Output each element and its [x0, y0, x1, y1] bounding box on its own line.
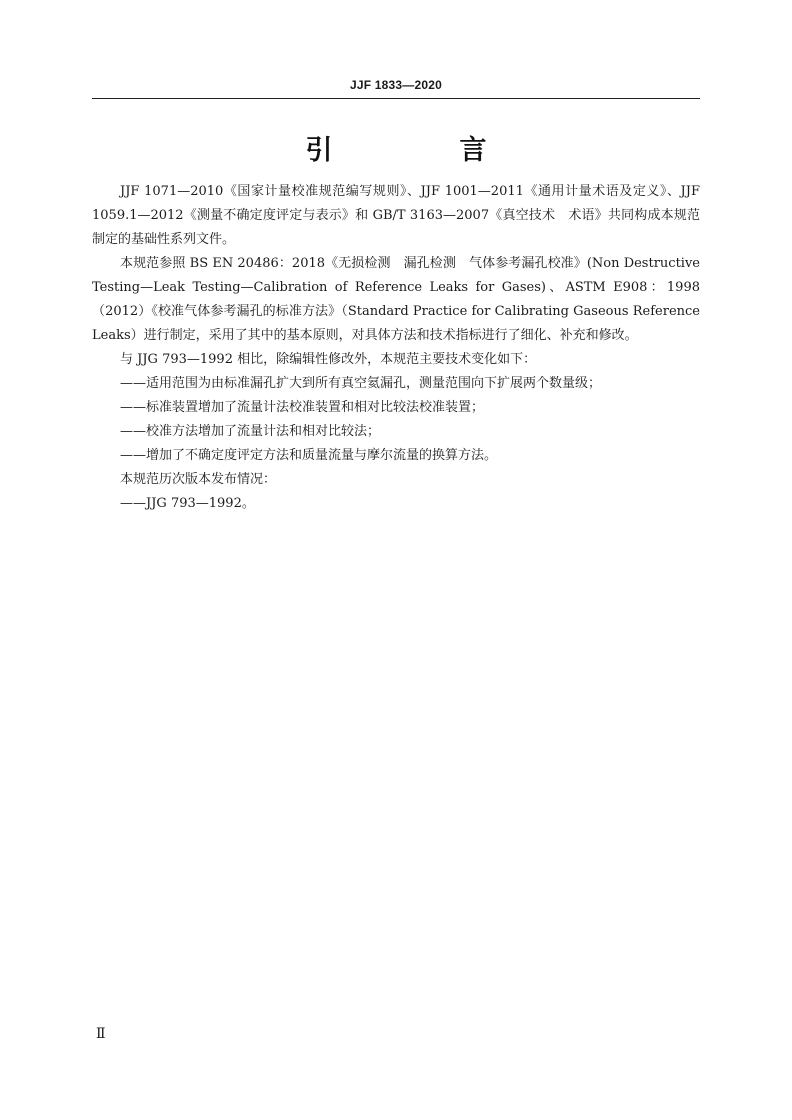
change-item-standard-device: ——标准装置增加了流量计法校准装置和相对比较法校准装置； — [120, 400, 485, 415]
paragraph-basis-documents: JJF 1071—2010《国家计量校准规范编写规则》、JJF 1001—2011《通用计量术语及定义》、JJF 1059.1—2012《测量不确定度评定与表示》和 GB/T 3163—2007《真空技术 术语》共同构成本规范制定的基础性系列文件。 — [92, 184, 700, 247]
change-item-scope: ——适用范围为由标准漏孔扩大到所有真空氦漏孔，测量范围向下扩展两个数量级； — [120, 376, 602, 391]
change-item-uncertainty: ——增加了不确定度评定方法和质量流量与摩尔流量的换算方法。 — [120, 448, 498, 463]
change-item-calibration-method: ——校准方法增加了流量计法和相对比较法； — [120, 424, 381, 439]
standard-code-header: JJF 1833—2020 — [349, 78, 442, 92]
paragraph-changes-intro: 与 JJG 793—1992 相比，除编辑性修改外，本规范主要技术变化如下： — [120, 352, 537, 367]
version-history-item: ——JJG 793—1992。 — [120, 496, 255, 511]
section-title: 引 言 — [305, 135, 537, 166]
header-divider — [92, 98, 700, 99]
body-text — [92, 180, 700, 516]
paragraph-reference-standards: 本规范参照 BS EN 20486：2018《无损检测 漏孔检测 气体参考漏孔校准》(Non Destructive Testing—Leak Testing—Calibration of Reference Leaks for Gases)、ASTM E908：1998（2012）《校准气体参考漏孔的标准方法》（Standard Practice for Calibrating Gaseous Reference Leaks）进行制定，采用了其中的基本原则，对具体方法和技术指标进行了细化、补充和修改。 — [92, 256, 700, 343]
paragraph-version-history-intro: 本规范历次版本发布情况： — [120, 472, 277, 487]
page-number: Ⅱ — [96, 1026, 106, 1042]
